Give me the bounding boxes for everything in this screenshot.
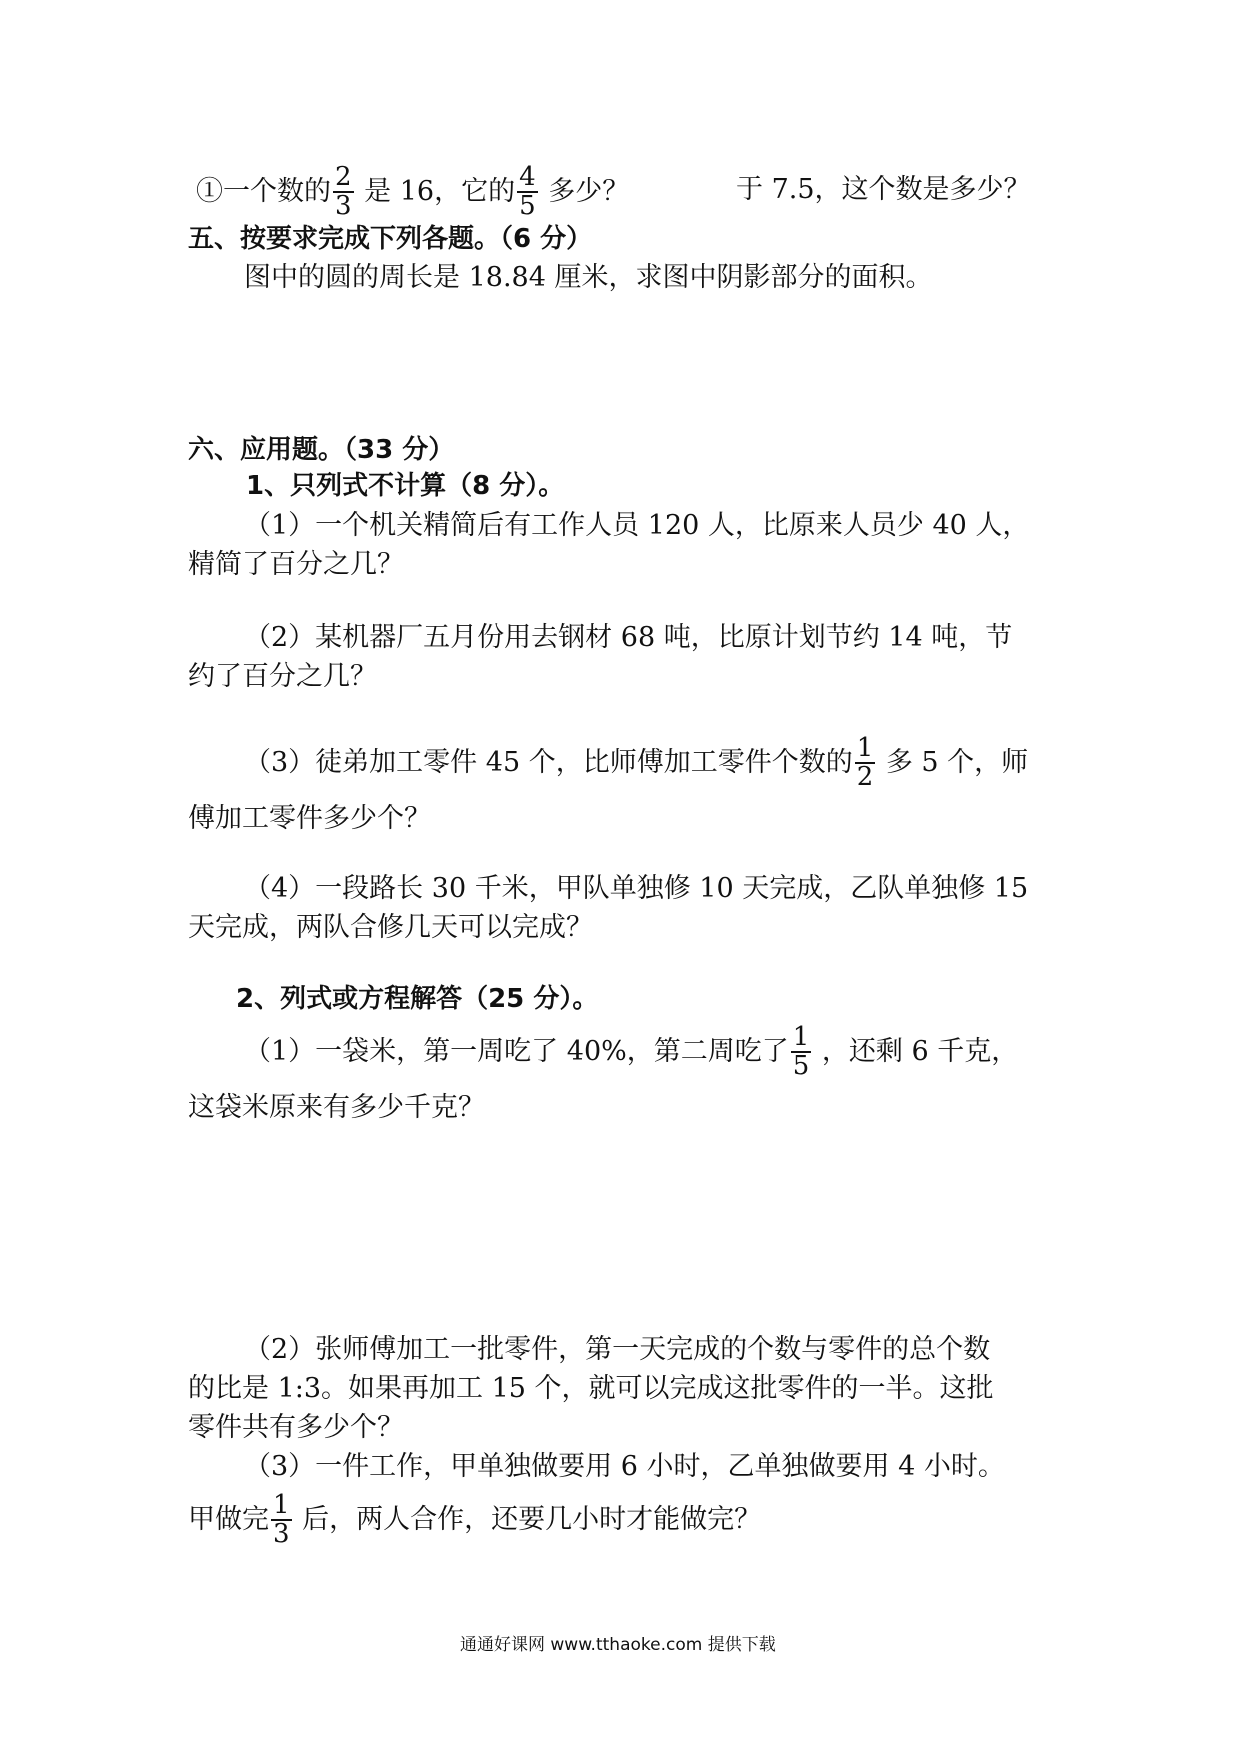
- text: 多少？: [539, 175, 630, 207]
- denominator: 2: [856, 762, 874, 793]
- q4-line1: （4）一段路长 30 千米，甲队单独修 10 天完成，乙队单独修 15: [244, 873, 1029, 904]
- text: ，还剩 6 千克，: [813, 1035, 1019, 1067]
- q1-line2: 精简了百分之几？: [188, 549, 404, 580]
- p2q1-line2: 这袋米原来有多少千克？: [188, 1092, 485, 1123]
- numerator: 1: [273, 1490, 290, 1520]
- denominator: 5: [792, 1051, 810, 1082]
- fraction: [791, 1024, 812, 1081]
- fraction: [271, 1492, 292, 1549]
- text: （1）一袋米，第一周吃了 40%，第二周吃了: [244, 1035, 789, 1067]
- denominator: 3: [335, 191, 352, 222]
- numerator: 1: [792, 1022, 810, 1052]
- fraction: [517, 164, 538, 221]
- denominator: 5: [519, 191, 536, 222]
- q2-line1: （2）某机器厂五月份用去钢材 68 吨，比原计划节约 14 吨，节: [244, 622, 1013, 653]
- p2q3-line2: [188, 1492, 761, 1549]
- part1-title: 1、只列式不计算（8 分）。: [246, 471, 565, 501]
- text: 甲做完: [188, 1503, 269, 1535]
- p2q1-line1: [244, 1024, 1018, 1081]
- section5-text: 图中的圆的周长是 18.84 厘米，求图中阴影部分的面积。: [244, 262, 933, 293]
- part2-title: 2、列式或方程解答（25 分）。: [236, 984, 599, 1014]
- fraction: [855, 735, 876, 792]
- q4-line2: 天完成，两队合修几天可以完成？: [188, 912, 593, 943]
- q3-line2: 傅加工零件多少个？: [188, 803, 431, 834]
- p2q2-line1: （2）张师傅加工一批零件，第一天完成的个数与零件的总个数: [244, 1334, 991, 1365]
- text: 多 5 个，师: [877, 746, 1029, 778]
- p2q2-line2: 的比是 1:3。如果再加工 15 个，就可以完成这批零件的一半。这批: [188, 1373, 994, 1404]
- numerator: 4: [519, 162, 536, 192]
- q2-line2: 约了百分之几？: [188, 661, 377, 692]
- section6-title: 六、应用题。（33 分）: [188, 435, 455, 465]
- numerator: 2: [335, 162, 352, 192]
- text: （3）徒弟加工零件 45 个，比师傅加工零件个数的: [244, 746, 853, 778]
- q1-line1: （1）一个机关精简后有工作人员 120 人，比原来人员少 40 人，: [244, 510, 1030, 541]
- top-problem-left: [196, 164, 629, 221]
- footer-credit: 通通好课网 www.tthaoke.com 提供下载: [460, 1635, 776, 1655]
- text: 后，两人合作，还要几小时才能做完？: [293, 1503, 762, 1535]
- p2q2-line3: 零件共有多少个？: [188, 1412, 404, 1443]
- p2q3-line1: （3）一件工作，甲单独做要用 6 小时，乙单独做要用 4 小时。: [244, 1451, 1005, 1482]
- fraction: [333, 164, 354, 221]
- text: ①一个数的: [196, 175, 331, 207]
- numerator: 1: [856, 733, 874, 763]
- top-problem-right: 于 7.5，这个数是多少？: [736, 174, 1031, 205]
- section5-title: 五、按要求完成下列各题。（6 分）: [188, 224, 593, 254]
- denominator: 3: [273, 1519, 290, 1550]
- text: 是 16，它的: [355, 175, 516, 207]
- q3-line1: [244, 735, 1028, 792]
